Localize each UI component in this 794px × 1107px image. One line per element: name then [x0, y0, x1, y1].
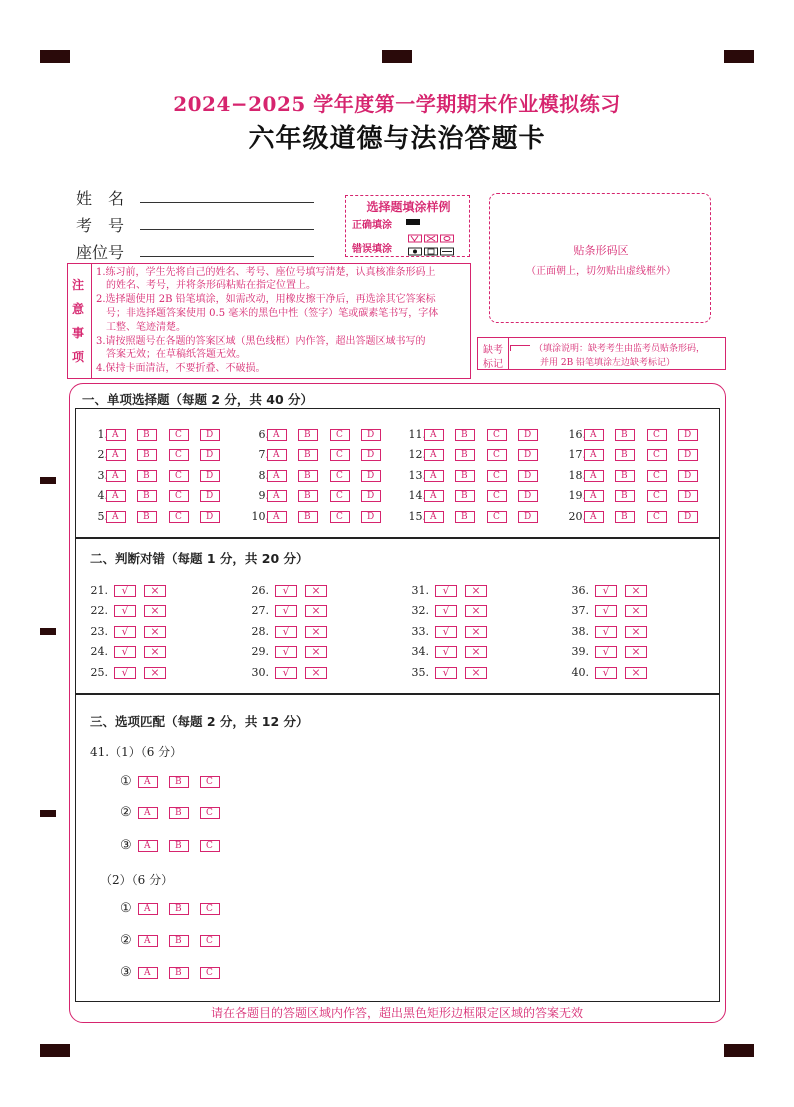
name-label: 姓 名: [76, 189, 125, 208]
choice-option[interactable]: A: [424, 449, 444, 461]
absent-hint: （填涂说明：缺考考生由监考员贴条形码，: [534, 344, 706, 354]
question-number: 36.: [571, 584, 589, 597]
question-number: 3.: [97, 469, 108, 482]
true-option[interactable]: √: [275, 646, 297, 658]
choice-option[interactable]: D: [200, 470, 220, 482]
exam-no-field[interactable]: [140, 229, 314, 230]
choice-option[interactable]: C: [330, 429, 350, 441]
correct-fill-mark: [406, 219, 420, 225]
question-number: 16.: [568, 428, 586, 441]
choice-option[interactable]: B: [615, 429, 635, 441]
choice-option[interactable]: C: [200, 935, 220, 947]
choice-option[interactable]: A: [138, 967, 158, 979]
false-option[interactable]: ×: [625, 667, 647, 679]
choice-option[interactable]: C: [200, 967, 220, 979]
choice-option[interactable]: D: [361, 490, 381, 502]
choice-option[interactable]: D: [200, 449, 220, 461]
choice-option[interactable]: D: [518, 429, 538, 441]
question-number: 29.: [251, 645, 269, 658]
choice-option[interactable]: B: [455, 429, 475, 441]
exam-title: 2024−2025 学年度第一学期期末作业模拟练习: [173, 92, 621, 116]
false-option[interactable]: ×: [305, 626, 327, 638]
q41-part2-label: （2）（6 分）: [100, 873, 174, 887]
choice-option[interactable]: C: [200, 903, 220, 915]
question-number: 23.: [90, 625, 108, 638]
registration-mark-bottom-right: [724, 1044, 754, 1057]
section1-title: 一、单项选择题（每题 2 分，共 40 分）: [82, 392, 314, 407]
section-divider: [75, 537, 720, 539]
choice-option[interactable]: B: [455, 490, 475, 502]
correct-fill-label: 正确填涂: [352, 220, 392, 231]
false-option[interactable]: ×: [465, 667, 487, 679]
q41-part1-label: 41.（1）（6 分）: [90, 745, 183, 759]
false-option[interactable]: ×: [625, 626, 647, 638]
question-number: 28.: [251, 625, 269, 638]
question-number: 9.: [258, 489, 269, 502]
choice-option[interactable]: C: [487, 470, 507, 482]
absent-hint: 并用 2B 铅笔填涂左边缺考标记）: [540, 358, 676, 368]
choice-option[interactable]: C: [330, 470, 350, 482]
true-option[interactable]: √: [114, 626, 136, 638]
choice-option[interactable]: C: [487, 490, 507, 502]
false-option[interactable]: ×: [305, 667, 327, 679]
false-option[interactable]: ×: [144, 646, 166, 658]
question-number: 26.: [251, 584, 269, 597]
choice-option[interactable]: A: [106, 490, 126, 502]
wrong-fill-label: 错误填涂: [352, 244, 392, 255]
choice-option[interactable]: B: [455, 449, 475, 461]
choice-option[interactable]: A: [267, 449, 287, 461]
absent-label: 缺考: [483, 345, 503, 356]
choice-option[interactable]: A: [138, 935, 158, 947]
false-option[interactable]: ×: [305, 585, 327, 597]
choice-option[interactable]: D: [200, 429, 220, 441]
choice-option[interactable]: C: [647, 470, 667, 482]
registration-mark-left-2: [40, 628, 56, 635]
choice-option[interactable]: C: [647, 449, 667, 461]
choice-option[interactable]: B: [137, 490, 157, 502]
choice-option[interactable]: A: [584, 490, 604, 502]
choice-option[interactable]: A: [424, 470, 444, 482]
item-number: ③: [120, 965, 132, 980]
choice-option[interactable]: C: [330, 511, 350, 523]
choice-option[interactable]: B: [615, 511, 635, 523]
false-option[interactable]: ×: [144, 667, 166, 679]
question-number: 4.: [97, 489, 108, 502]
notes-heading: [68, 264, 92, 378]
item-number: ①: [120, 774, 132, 789]
choice-option[interactable]: C: [169, 511, 189, 523]
choice-option[interactable]: B: [137, 429, 157, 441]
choice-option[interactable]: B: [169, 967, 189, 979]
wrong-fill-icons-2: [408, 247, 466, 257]
choice-option[interactable]: C: [169, 449, 189, 461]
question-number: 37.: [571, 604, 589, 617]
question-number: 22.: [90, 604, 108, 617]
choice-option[interactable]: C: [330, 490, 350, 502]
choice-option[interactable]: C: [330, 449, 350, 461]
true-option[interactable]: √: [114, 605, 136, 617]
note-line: 号；非选择题答案使用 0.5 毫米的黑色中性（签字）笔或碳素笔书写，字体: [96, 308, 439, 319]
choice-option[interactable]: C: [647, 429, 667, 441]
choice-option[interactable]: B: [169, 807, 189, 819]
choice-option[interactable]: A: [106, 449, 126, 461]
choice-option[interactable]: A: [584, 449, 604, 461]
choice-option[interactable]: C: [200, 776, 220, 788]
choice-option[interactable]: B: [298, 470, 318, 482]
registration-mark-left-3: [40, 810, 56, 817]
choice-option[interactable]: D: [518, 449, 538, 461]
choice-option[interactable]: D: [518, 470, 538, 482]
choice-option[interactable]: B: [615, 470, 635, 482]
barcode-area[interactable]: [489, 193, 711, 323]
registration-mark-top-left: [40, 50, 70, 63]
answer-sheet-title: 六年级道德与法治答题卡: [248, 124, 546, 154]
choice-option[interactable]: B: [615, 449, 635, 461]
choice-option[interactable]: A: [584, 511, 604, 523]
choice-option[interactable]: D: [518, 511, 538, 523]
choice-option[interactable]: A: [138, 776, 158, 788]
question-number: 34.: [411, 645, 429, 658]
absent-divider: [508, 338, 509, 369]
question-number: 25.: [90, 666, 108, 679]
true-option[interactable]: √: [435, 667, 457, 679]
choice-option[interactable]: D: [361, 470, 381, 482]
section2-title: 二、判断对错（每题 1 分，共 20 分）: [90, 551, 309, 566]
question-number: 13.: [408, 469, 426, 482]
true-option[interactable]: √: [275, 605, 297, 617]
choice-option[interactable]: A: [267, 490, 287, 502]
item-number: ①: [120, 901, 132, 916]
choice-option[interactable]: A: [424, 490, 444, 502]
note-line: 答案无效；在草稿纸答题无效。: [96, 349, 246, 360]
seat-no-label: 座位号: [76, 243, 125, 262]
true-option[interactable]: √: [275, 585, 297, 597]
true-option[interactable]: √: [275, 667, 297, 679]
choice-option[interactable]: B: [455, 470, 475, 482]
false-option[interactable]: ×: [465, 626, 487, 638]
true-option[interactable]: √: [435, 605, 457, 617]
fill-sample-title: 选择题填涂样例: [366, 200, 451, 214]
choice-option[interactable]: B: [169, 903, 189, 915]
question-number: 17.: [568, 448, 586, 461]
item-number: ③: [120, 838, 132, 853]
choice-option[interactable]: C: [487, 511, 507, 523]
choice-option[interactable]: D: [678, 470, 698, 482]
choice-option[interactable]: A: [106, 470, 126, 482]
choice-option[interactable]: B: [298, 490, 318, 502]
item-number: ②: [120, 933, 132, 948]
false-option[interactable]: ×: [144, 585, 166, 597]
question-number: 32.: [411, 604, 429, 617]
question-number: 14.: [408, 489, 426, 502]
question-number: 30.: [251, 666, 269, 679]
false-option[interactable]: ×: [465, 585, 487, 597]
choice-option[interactable]: D: [361, 511, 381, 523]
question-number: 18.: [568, 469, 586, 482]
choice-option[interactable]: C: [200, 840, 220, 852]
question-number: 7.: [258, 448, 269, 461]
question-number: 8.: [258, 469, 269, 482]
barcode-title: 贴条形码区: [573, 244, 629, 257]
false-option[interactable]: ×: [625, 605, 647, 617]
question-number: 10.: [251, 510, 269, 523]
choice-option[interactable]: B: [169, 935, 189, 947]
notes-head-char: 注: [72, 278, 85, 292]
absent-mark-box: [477, 337, 726, 370]
fill-sample-box: [345, 195, 470, 257]
absent-label: 标记: [483, 359, 503, 370]
question-number: 38.: [571, 625, 589, 638]
true-option[interactable]: √: [435, 585, 457, 597]
absent-fill-box[interactable]: [510, 345, 530, 351]
choice-option[interactable]: C: [169, 490, 189, 502]
notes-head-char: 项: [72, 350, 85, 364]
choice-option[interactable]: B: [137, 449, 157, 461]
choice-option[interactable]: D: [200, 490, 220, 502]
registration-mark-top-right: [724, 50, 754, 63]
choice-option[interactable]: B: [169, 776, 189, 788]
item-number: ②: [120, 805, 132, 820]
choice-option[interactable]: C: [169, 429, 189, 441]
question-number: 19.: [568, 489, 586, 502]
exam-no-label: 考 号: [76, 216, 125, 235]
choice-option[interactable]: A: [267, 470, 287, 482]
false-option[interactable]: ×: [625, 585, 647, 597]
wrong-fill-samples-row2: [408, 242, 466, 252]
note-line: 4.保持卡面清洁，不要折叠、不破损。: [96, 363, 266, 374]
choice-option[interactable]: B: [169, 840, 189, 852]
section3-title: 三、选项匹配（每题 2 分，共 12 分）: [90, 714, 309, 729]
false-option[interactable]: ×: [305, 646, 327, 658]
choice-option[interactable]: A: [106, 511, 126, 523]
true-option[interactable]: √: [595, 626, 617, 638]
question-number: 15.: [408, 510, 426, 523]
note-line: 1.练习前，学生先将自己的姓名、考号、座位号填写清楚，认真核准条形码上: [96, 267, 436, 278]
question-number: 5.: [97, 510, 108, 523]
false-option[interactable]: ×: [465, 605, 487, 617]
question-number: 12.: [408, 448, 426, 461]
choice-option[interactable]: A: [424, 511, 444, 523]
notes-head-char: 意: [72, 302, 85, 316]
note-line: 3.请按照题号在各题的答案区域（黑色线框）内作答，超出答题区域书写的: [96, 336, 426, 347]
choice-option[interactable]: D: [678, 429, 698, 441]
false-option[interactable]: ×: [465, 646, 487, 658]
true-option[interactable]: √: [435, 646, 457, 658]
wrong-fill-samples-row1: [408, 229, 466, 239]
true-option[interactable]: √: [595, 585, 617, 597]
choice-option[interactable]: A: [267, 511, 287, 523]
seat-no-field[interactable]: [140, 256, 314, 257]
true-option[interactable]: √: [114, 585, 136, 597]
note-line: 2.选择题使用 2B 铅笔填涂，如需改动，用橡皮擦干净后，再选涂其它答案标: [96, 294, 436, 305]
choice-option[interactable]: C: [647, 511, 667, 523]
choice-option[interactable]: A: [424, 429, 444, 441]
false-option[interactable]: ×: [305, 605, 327, 617]
question-number: 39.: [571, 645, 589, 658]
question-number: 20.: [568, 510, 586, 523]
choice-option[interactable]: C: [200, 807, 220, 819]
true-option[interactable]: √: [595, 667, 617, 679]
section-divider: [75, 693, 720, 695]
question-number: 2.: [97, 448, 108, 461]
false-option[interactable]: ×: [625, 646, 647, 658]
barcode-hint: （正面朝上，切勿贴出虚线框外）: [526, 266, 676, 277]
registration-mark-top-center: [382, 50, 412, 63]
choice-option[interactable]: C: [487, 429, 507, 441]
false-option[interactable]: ×: [144, 626, 166, 638]
true-option[interactable]: √: [435, 626, 457, 638]
question-number: 1.: [97, 428, 108, 441]
name-field[interactable]: [140, 202, 314, 203]
registration-mark-bottom-left: [40, 1044, 70, 1057]
choice-option[interactable]: D: [678, 490, 698, 502]
choice-option[interactable]: B: [298, 429, 318, 441]
choice-option[interactable]: D: [200, 511, 220, 523]
choice-option[interactable]: A: [584, 470, 604, 482]
registration-mark-left-1: [40, 477, 56, 484]
note-line: 的姓名、考号，并将条形码粘贴在指定位置上。: [96, 280, 316, 291]
footer-warning: 请在各题目的答题区域内作答，超出黑色矩形边框限定区域的答案无效: [210, 1006, 583, 1020]
choice-option[interactable]: B: [615, 490, 635, 502]
choice-option[interactable]: A: [138, 840, 158, 852]
choice-option[interactable]: A: [584, 429, 604, 441]
choice-option[interactable]: D: [678, 449, 698, 461]
choice-option[interactable]: D: [518, 490, 538, 502]
question-number: 21.: [90, 584, 108, 597]
question-number: 31.: [411, 584, 429, 597]
choice-option[interactable]: A: [267, 429, 287, 441]
choice-option[interactable]: C: [169, 470, 189, 482]
true-option[interactable]: √: [275, 626, 297, 638]
choice-option[interactable]: B: [137, 470, 157, 482]
choice-option[interactable]: D: [361, 449, 381, 461]
choice-option[interactable]: B: [455, 511, 475, 523]
question-number: 11.: [408, 428, 426, 441]
question-number: 40.: [571, 666, 589, 679]
choice-option[interactable]: A: [138, 903, 158, 915]
question-number: 33.: [411, 625, 429, 638]
question-number: 27.: [251, 604, 269, 617]
choice-option[interactable]: B: [298, 449, 318, 461]
notes-head-char: 事: [72, 326, 85, 340]
question-number: 24.: [90, 645, 108, 658]
true-option[interactable]: √: [114, 667, 136, 679]
question-number: 6.: [258, 428, 269, 441]
choice-option[interactable]: A: [106, 429, 126, 441]
choice-option[interactable]: D: [678, 511, 698, 523]
choice-option[interactable]: A: [138, 807, 158, 819]
question-number: 35.: [411, 666, 429, 679]
choice-option[interactable]: D: [361, 429, 381, 441]
choice-option[interactable]: B: [298, 511, 318, 523]
choice-option[interactable]: B: [137, 511, 157, 523]
choice-option[interactable]: C: [647, 490, 667, 502]
true-option[interactable]: √: [595, 646, 617, 658]
note-line: 工整、笔迹清楚。: [96, 322, 186, 333]
false-option[interactable]: ×: [144, 605, 166, 617]
true-option[interactable]: √: [114, 646, 136, 658]
true-option[interactable]: √: [595, 605, 617, 617]
choice-option[interactable]: C: [487, 449, 507, 461]
notes-box: [67, 263, 471, 379]
